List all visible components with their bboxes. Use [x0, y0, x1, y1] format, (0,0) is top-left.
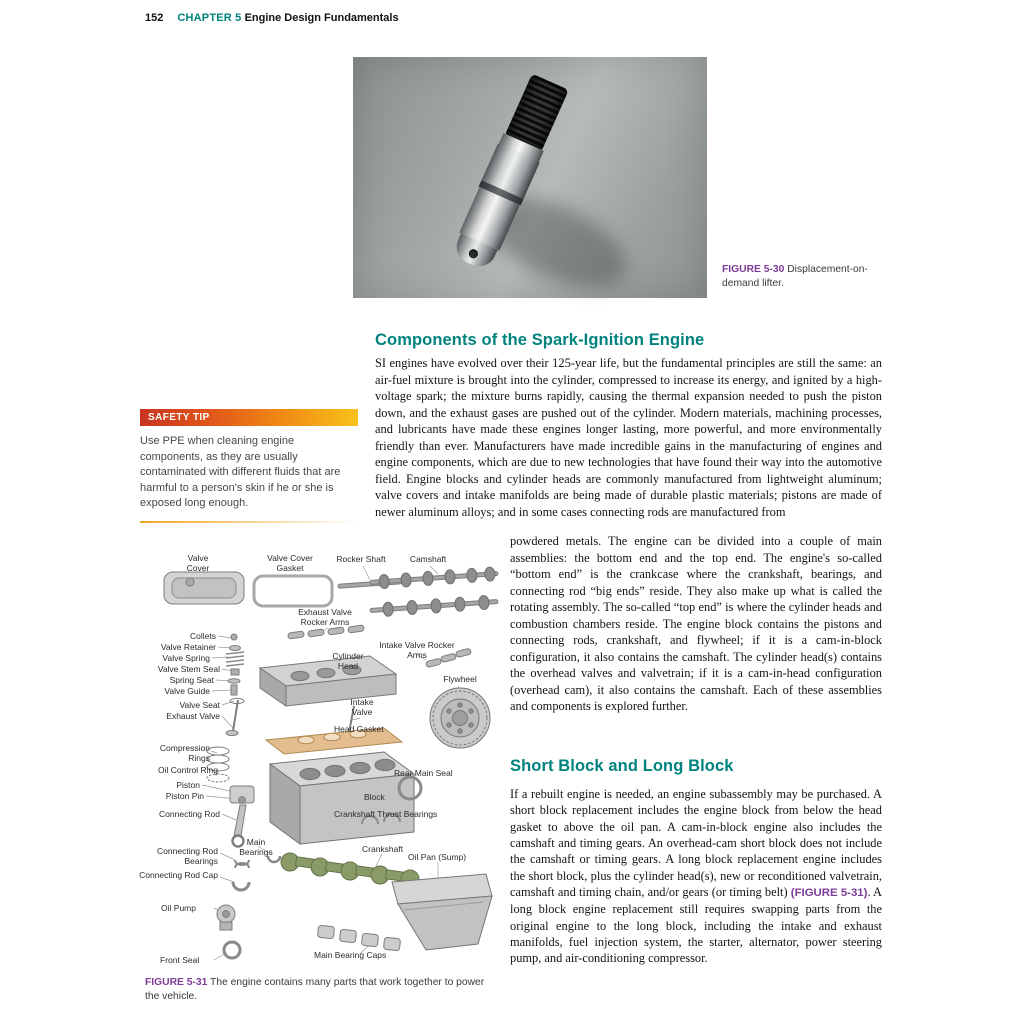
- chapter-title: Engine Design Fundamentals: [244, 12, 399, 24]
- section1-paragraph-narrow: powdered metals. The engine can be divided into a couple of main assemblies: the bottom end and the top end. The engine's so-called “bottom end” is the crankcase where the crankshaft, bearings, and connecting rod “big ends” reside. They also make up what is called the rotating assembly. The so-called “top end” is where the cylinder heads and combustion chambers reside. The engine block contains the pistons and connecting rods, crankshaft, and flywheel; if it is a cam-in-block configuration, it also contains the camshaft. The cylinder head(s) contains the overhead valves and valvetrain; if it is a cam-in-head configuration (overhead cam), it also contains the camshaft. Each of these assemblies and components is explored further.: [510, 534, 882, 714]
- page-number: 152: [145, 12, 164, 24]
- part-label-connecting-rod: Connecting Rod: [159, 809, 220, 819]
- figure-31-caption: [145, 976, 489, 1003]
- valve-hardware-parts: [226, 634, 244, 736]
- part-label-valve-guide: Valve Guide: [164, 686, 210, 696]
- part-label-rear-main-seal: Rear Main Seal: [394, 768, 453, 778]
- part-label-spring-seat: Spring Seat: [169, 675, 214, 685]
- part-label-valve-cover-gasket: Valve Cover Gasket: [267, 553, 313, 573]
- safety-tip-divider: [140, 521, 358, 523]
- part-label-valve-cover: Valve Cover: [186, 553, 210, 573]
- figure-31-caption-text: The engine contains many parts that work together to power the vehicle.: [145, 977, 485, 1002]
- figure-31-reference: (FIGURE 5-31): [790, 887, 868, 900]
- part-label-rod-bearings: Connecting Rod Bearings: [157, 846, 218, 866]
- section2-text-a: If a rebuilt engine is needed, an engine subassembly may be purchased. A short block replacement includes the engine block from below the head gasket to above the oil pan. A cam-in-block engine also includes the camshaft and timing gears. An overhead-cam short block does not include the camshaft or timing gears. A long block replacement engine includes the short block, plus the cylinder head(s), new or reconditioned valvetrain, camshaft and timing chain, and/or gears (or timing belt): [510, 787, 882, 900]
- rod-bearings-part: [235, 860, 249, 868]
- oil-pan-part: [392, 874, 492, 950]
- main-bearing-caps-part: [317, 925, 400, 951]
- valve-cover-part: [164, 572, 244, 604]
- part-label-flywheel: Flywheel: [443, 674, 477, 684]
- figure-31-label: FIGURE 5-31: [145, 977, 208, 988]
- part-label-compression-rings: Compression Rings: [159, 743, 210, 763]
- part-label-exhaust-valve: Exhaust Valve: [166, 711, 220, 721]
- camshaft-part-2: [370, 595, 499, 618]
- part-label-cylinder-head: Cylinder Head: [332, 651, 364, 671]
- section2-text-b: . A long block engine replacement still requires swapping parts from the original engine to the long block, including the intake and exhaust manifolds, fuel injection system, the starter, alternator, power steering pump, and air-conditioning compressor.: [510, 885, 882, 966]
- part-label-oil-control-ring: Oil Control Ring: [158, 765, 218, 775]
- part-label-camshaft: Camshaft: [409, 554, 447, 564]
- figure-30-label: FIGURE 5-30: [722, 264, 785, 275]
- safety-tip-body: Use PPE when cleaning engine components, as they are usually contaminated with different fluids that are harmful to a person's skin if he or she is exposed long enough.: [140, 435, 341, 510]
- part-label-exhaust-rocker-arms: Exhaust Valve Rocker Arms: [298, 607, 352, 627]
- part-label-thrust-bearings: Crankshaft Thrust Bearings: [334, 809, 438, 819]
- part-label-valve-retainer: Valve Retainer: [160, 642, 216, 652]
- safety-tip-title: SAFETY TIP: [148, 412, 210, 423]
- section2-paragraph: [510, 786, 882, 967]
- part-label-intake-rocker-arms: Intake Valve Rocker Arms: [379, 640, 455, 660]
- part-label-crankshaft: Crankshaft: [362, 844, 404, 854]
- part-label-intake-valve: Intake Valve: [350, 697, 374, 717]
- part-label-oil-pump: Oil Pump: [161, 903, 196, 913]
- part-label-rocker-shaft: Rocker Shaft: [336, 554, 386, 564]
- part-label-valve-spring: Valve Spring: [162, 653, 210, 663]
- part-label-block: Block: [364, 792, 385, 802]
- chapter-label: CHAPTER 5: [177, 12, 242, 24]
- part-label-collets: Collets: [190, 631, 216, 641]
- lifter-oil-hole: [467, 248, 479, 260]
- safety-tip-banner: [140, 409, 358, 426]
- part-label-rod-cap: Connecting Rod Cap: [139, 870, 218, 880]
- figure-30-photo: [353, 57, 707, 298]
- part-label-oil-pan: Oil Pan (Sump): [408, 852, 467, 862]
- part-label-head-gasket: Head Gasket: [334, 724, 384, 734]
- flywheel-part: [430, 688, 490, 748]
- section-heading-short-long-block: Short Block and Long Block: [510, 757, 734, 775]
- part-label-piston-pin: Piston Pin: [165, 791, 204, 801]
- part-label-valve-stem-seal: Valve Stem Seal: [157, 664, 220, 674]
- figure-30-caption-text: Displacement-on-demand lifter.: [722, 264, 868, 289]
- exhaust-rocker-arms-part: [288, 625, 365, 639]
- valve-cover-gasket-part: [254, 576, 332, 606]
- running-head: [145, 12, 399, 24]
- rod-cap-part: [233, 882, 249, 890]
- part-label-main-bearing-caps: Main Bearing Caps: [314, 950, 387, 960]
- front-seal-part: [224, 942, 240, 958]
- part-label-piston: Piston: [176, 780, 200, 790]
- part-label-main-bearings: Main Bearings: [239, 837, 273, 857]
- figure-31-exploded-engine-diagram: [138, 548, 506, 973]
- part-label-valve-seat: Valve Seat: [179, 700, 220, 710]
- section1-paragraph-wide: SI engines have evolved over their 125-year life, but the fundamental principles are still the same: an air-fuel mixture is brought into the cylinder, compressed to increase its energy, and ignited by a high-voltage spark; the mixture burns rapidly, causing the thermal expansion needed to push the piston down, and the exhaust gases are pushed out of the cylinder. Modern materials, machining processes, and lubricants have made these engines longer lasting, more powerful, and more environmentally friendly than ever. Manufacturers have made incredible gains in the manufacturing of engines and engine components, which are due to new technologies that have found their way into the automotive field. Engine blocks and cylinder heads are commonly manufactured from lightweight aluminum; valve covers and intake manifolds are being made of durable plastic materials; pistons are made of newer aluminum alloys; and in some cases connecting rods are manufactured from: [375, 356, 882, 519]
- section-heading-components: Components of the Spark-Ignition Engine: [375, 331, 705, 349]
- figure-30-caption: [722, 263, 886, 290]
- part-label-front-seal: Front Seal: [160, 955, 200, 965]
- oil-pump-part: [217, 905, 235, 930]
